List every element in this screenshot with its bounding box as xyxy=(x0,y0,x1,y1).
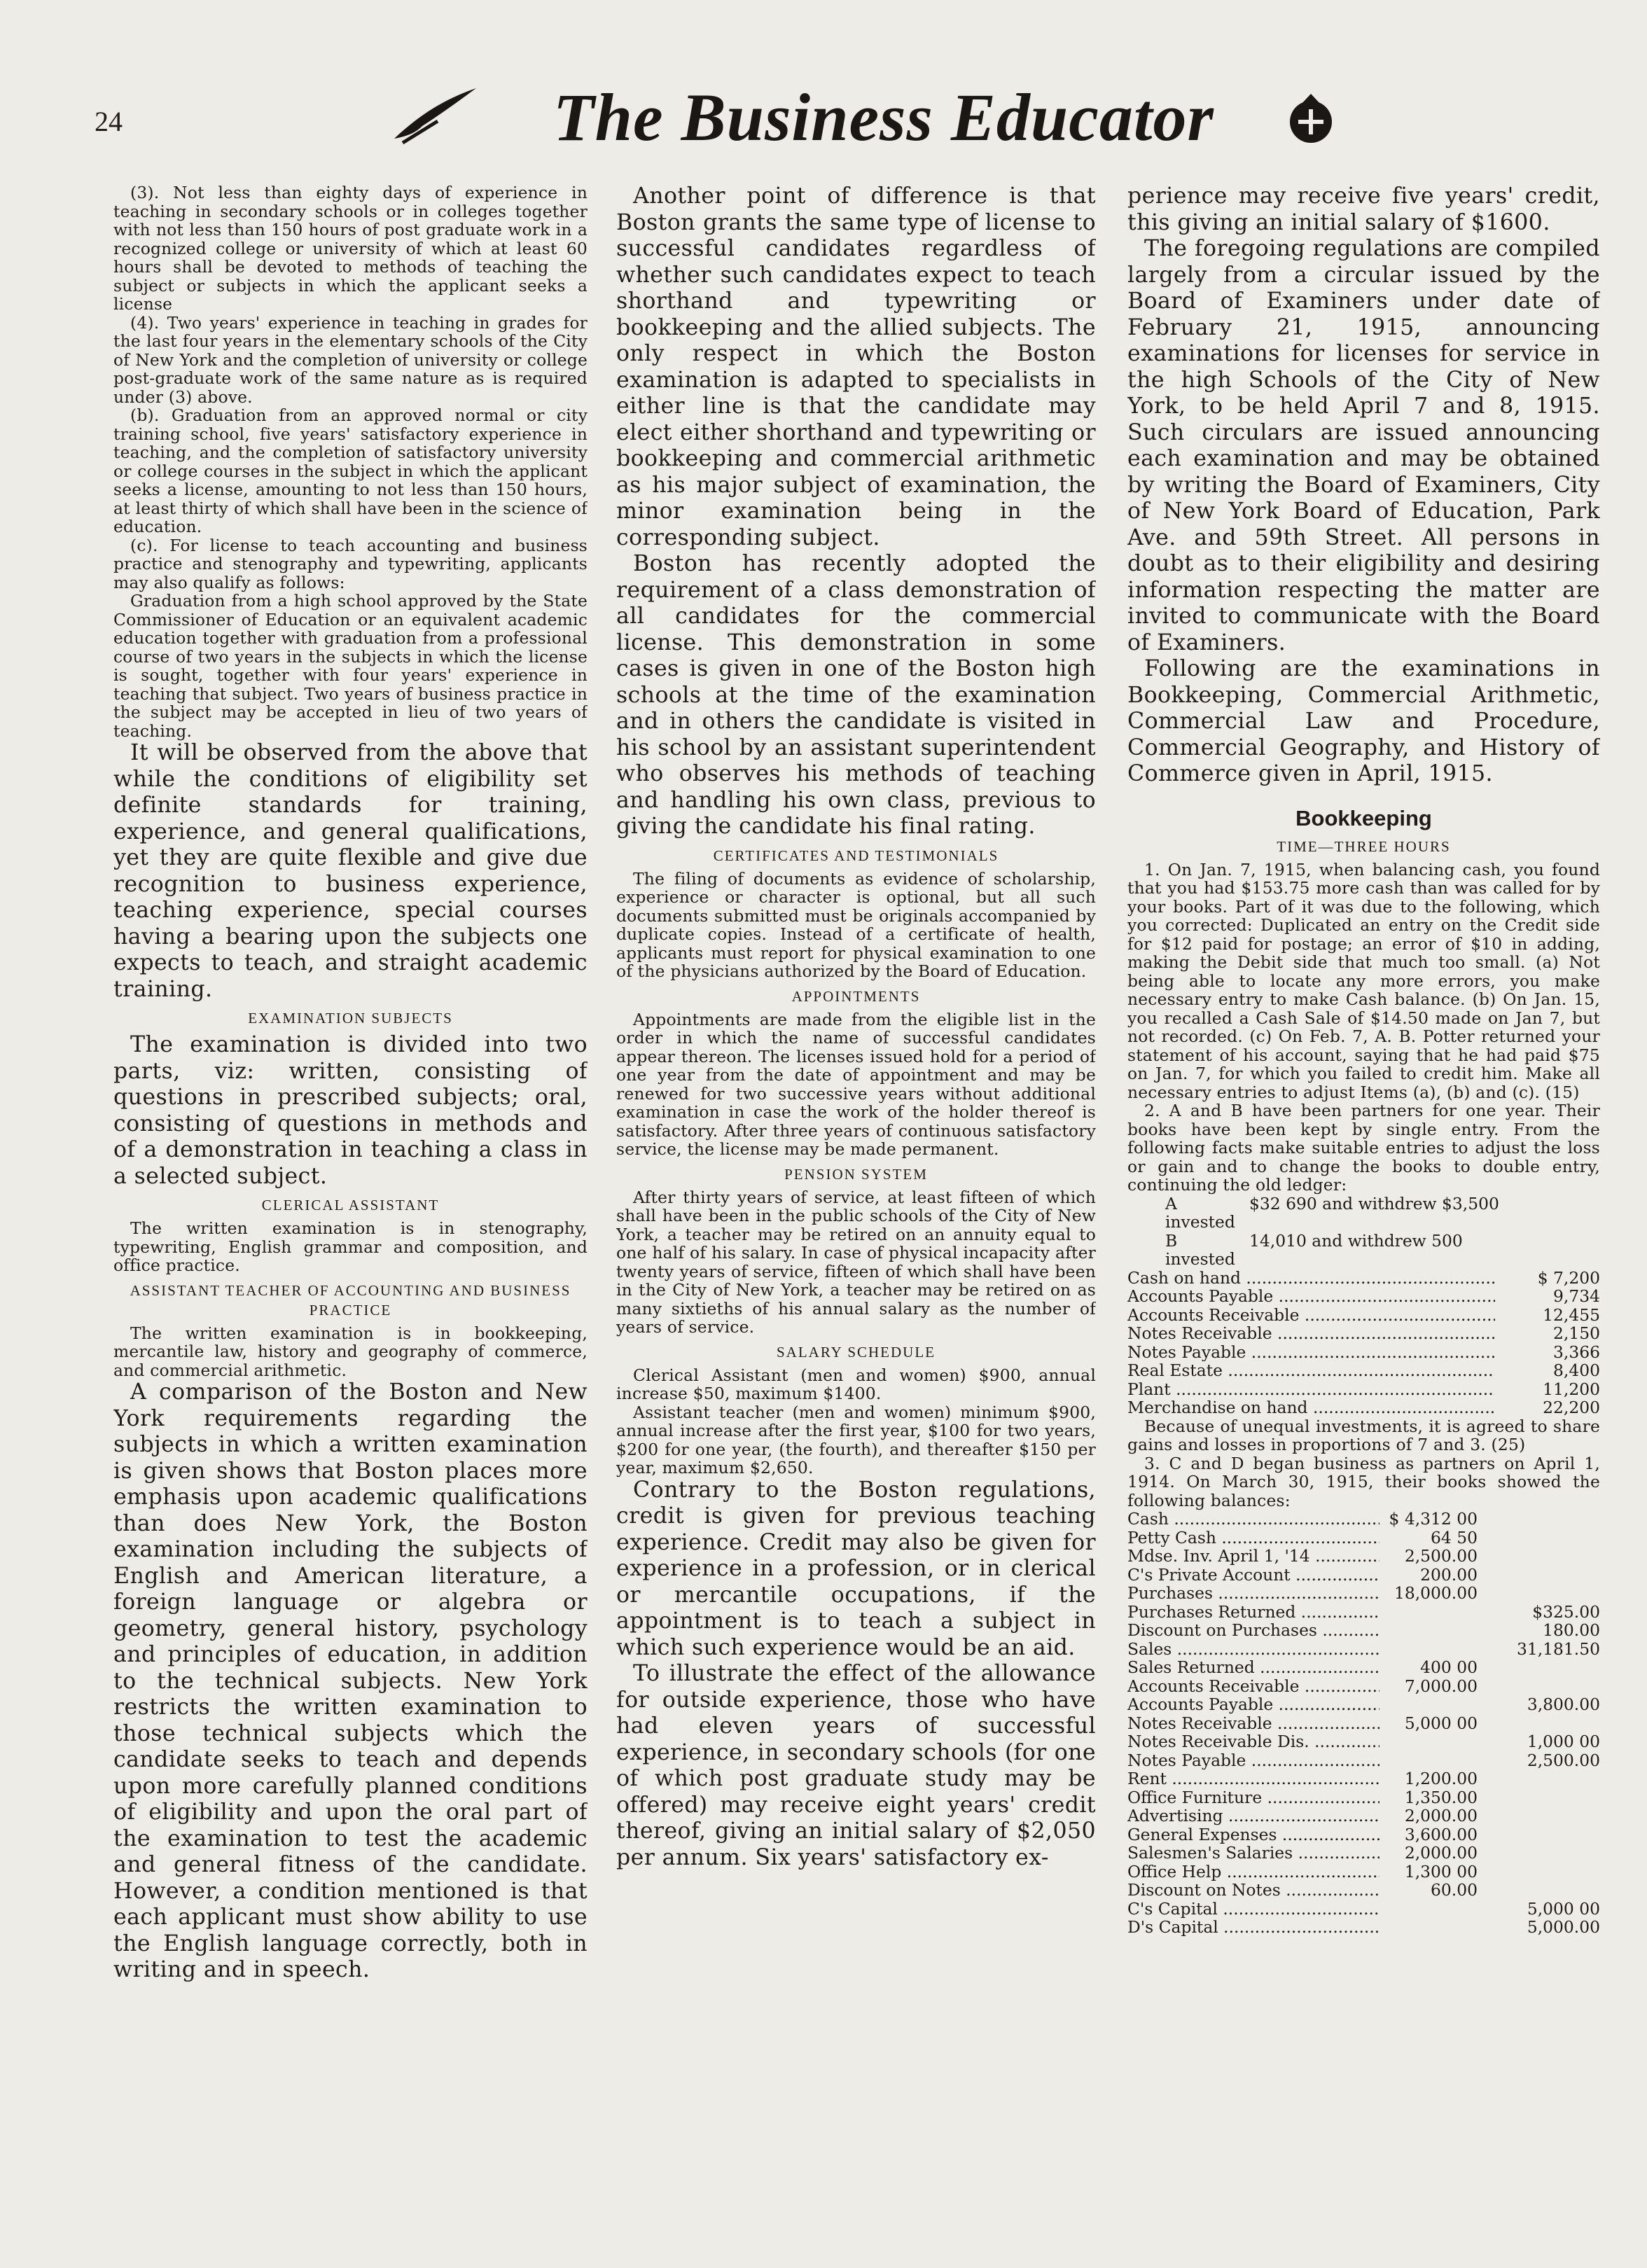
paragraph: The filing of documents as evidence of scholarship, experience or character is optional, but all such documents submitted must be originals accompanied by duplicate copies. Instead of a certificate of health, applicants must report for physical examination to one of the physicians authorized by the Board of Education. xyxy=(616,868,1096,981)
ledger-row xyxy=(1127,1306,1600,1325)
ledger-amount: 11,200 xyxy=(1543,1379,1600,1399)
balance-credit: 3,800.00 xyxy=(1527,1695,1600,1714)
balance-row xyxy=(1127,1825,1600,1844)
balance-row xyxy=(1127,1881,1600,1900)
section-heading: PENSION SYSTEM xyxy=(784,1165,928,1183)
balance-label: Sales Returned ..... xyxy=(1127,1658,1380,1677)
balance-credit: 5,000.00 xyxy=(1527,1917,1600,1937)
balance-debit: 1,200.00 xyxy=(1404,1769,1478,1788)
paragraph: (c). For license to teach accounting and business practice and stenography and typewriting, applicants may also qualify as follows: xyxy=(113,535,588,592)
balance-debit: 18,000.00 xyxy=(1394,1583,1478,1603)
balance-row xyxy=(1127,1658,1600,1677)
balance-label: Accounts Payable ..... xyxy=(1127,1695,1380,1714)
ledger-row xyxy=(1127,1324,1600,1343)
balance-row xyxy=(1127,1900,1600,1919)
paragraph: After thirty years of service, at least fifteen of which shall have been in the public schools of the City of New York, a teacher may be retired on an annuity equal to one half of his salary. In case of physical incapacity after twenty years of service, fifteen of which shall have been in the City of New York, a teacher may be retired on as many sixtieths of his annual salary as the number of years of service. xyxy=(616,1187,1096,1337)
balance-row xyxy=(1127,1566,1600,1585)
section-heading: CLERICAL ASSISTANT xyxy=(261,1197,440,1213)
paragraph: Following are the examinations in Bookkeeping, Commercial Arithmetic, Commercial Law and Procedure, Commercial Geography, and History of Commerce given in April, 1915. xyxy=(1127,656,1600,786)
balance-credit: 1,000 00 xyxy=(1527,1732,1600,1751)
exam-question: 1. On Jan. 7, 1915, when balancing cash, you found that you had $153.75 more cash than was called for by your books. Part of it was due to the following, which you corrected: Duplicated an entry on the Credit side for $12 paid for postage; an error of $10 in adding, making the Debit side that much too small. (a) Not being able to locate any more errors, you make necessary entry to make Cash balance. (b) On Jan. 15, you recalled a Cash Sale of $14.50 made on Jan 7, but not recorded. (c) On Feb. 7, A. B. Potter returned your statement of his account, saying that he had paid $75 on Jan. 7, for which you failed to credit him. Make all necessary entries to adjust Items (a), (b) and (c). (15) xyxy=(1127,859,1600,1102)
exam-question: 3. C and D began business as partners on April 1, 1914. On March 30, 1915, their books showed the following balances: xyxy=(1127,1453,1600,1510)
balance-debit: 3,600.00 xyxy=(1404,1824,1478,1844)
ledger-amount: 22,200 xyxy=(1543,1398,1600,1417)
paragraph: Boston has recently adopted the requirement of a class demonstration of all candidates for the commercial license. This demonstration in some cases is given in one of the Boston high schools at the time of the examination and in others the candidate is visited in his school by an assistant superintendent who observes his methods of teaching and handling his own class, previous to giving the candidate his final rating. xyxy=(616,551,1096,839)
ledger-table xyxy=(1127,1269,1600,1417)
paragraph: To illustrate the effect of the allowance for outside experience, those who have had eleven years of successful experience, in secondary schools (for one of which post graduate study may be offered) may receive eight years' credit thereof, giving an initial salary of $2,050 per annum. Six years' satisfactory ex- xyxy=(616,1661,1096,1870)
balance-row xyxy=(1127,1918,1600,1937)
investment-label: A invested xyxy=(1165,1193,1235,1232)
ledger-label: Notes Payable ..... xyxy=(1127,1343,1495,1362)
balance-row xyxy=(1127,1603,1600,1622)
ledger-amount: 8,400 xyxy=(1553,1361,1600,1380)
ledger-amount: 2,150 xyxy=(1553,1323,1600,1343)
quill-icon xyxy=(389,83,480,146)
balance-label: D's Capital ..... xyxy=(1127,1918,1380,1937)
balance-row xyxy=(1127,1510,1600,1529)
balance-row xyxy=(1127,1547,1600,1566)
balance-debit: 200.00 xyxy=(1420,1564,1478,1585)
ledger-label: Plant ..... xyxy=(1127,1380,1495,1399)
ledger-amount: 3,366 xyxy=(1553,1342,1600,1362)
balance-row xyxy=(1127,1677,1600,1696)
balance-row xyxy=(1127,1695,1600,1714)
paragraph: Contrary to the Boston regulations, credit is given for previous teaching experience. Credit may also be given for experience in a profession, or in clerical or mercantile occupations, if the appointment is to teach a subject in which such experience would be an aid. xyxy=(616,1477,1096,1660)
column-3 xyxy=(1127,183,1600,2200)
balance-debit: $ 4,312 00 xyxy=(1389,1509,1478,1529)
balance-label: General Expenses ..... xyxy=(1127,1825,1380,1844)
ledger-label: Merchandise on hand ..... xyxy=(1127,1398,1495,1417)
balance-label: Office Furniture ..... xyxy=(1127,1788,1380,1807)
balance-label: Sales ..... xyxy=(1127,1640,1380,1659)
column-1 xyxy=(113,183,588,2193)
balance-label: Rent ..... xyxy=(1127,1769,1380,1788)
investment-row xyxy=(1127,1232,1600,1269)
balance-row xyxy=(1127,1769,1600,1788)
balance-debit: 1,300 00 xyxy=(1404,1861,1478,1881)
paragraph: The written examination is in bookkeeping, mercantile law, history and geography of commerce, and commercial arithmetic. xyxy=(113,1323,588,1380)
paragraph: Clerical Assistant (men and women) $900, annual increase $50, maximum $1400. xyxy=(616,1365,1096,1403)
section-heading: ASSISTANT TEACHER OF ACCOUNTING AND BUSINESS PRACTICE xyxy=(130,1281,571,1319)
balance-row xyxy=(1127,1788,1600,1807)
section-heading: CERTIFICATES AND TESTIMONIALS xyxy=(713,847,999,864)
section-heading: Bookkeeping xyxy=(1295,805,1432,830)
paragraph: perience may receive five years' credit, this giving an initial salary of $1600. xyxy=(1127,183,1600,235)
investment-row xyxy=(1127,1195,1600,1232)
paragraph: Appointments are made from the eligible list in the order in which the name of successful candidates appear thereon. The licenses issued hold for a period of one year from the date of appointment and may be renewed for two successive years without additional examination in case the work of the holder thereof is satisfactory. After three years of continuous satisfactory service, the license may be made permanent. xyxy=(616,1009,1096,1159)
emblem-icon xyxy=(1283,91,1339,147)
balance-row xyxy=(1127,1751,1600,1770)
balance-label: C's Private Account ..... xyxy=(1127,1566,1380,1585)
balance-row xyxy=(1127,1714,1600,1733)
paragraph: Another point of difference is that Boston grants the same type of license to successful candidates regardless of whether such candidates expect to teach shorthand and typewriting or bookkeeping and the allied subjects. The only respect in which the Boston examination is adapted to specialists in either line is that the candidate may elect either shorthand and typewriting or bookkeeping and commercial arithmetic as his major subject of examination, the minor examination being in the corresponding subject. xyxy=(616,183,1096,550)
balance-row xyxy=(1127,1732,1600,1751)
paragraph: The written examination is in stenography, typewriting, English grammar and composition, and office practice. xyxy=(113,1218,588,1275)
paragraph: The foregoing regulations are compiled largely from a circular issued by the Board of Examiners under date of February 21, 1915, announcing examinations for licenses for service in the high Schools of the City of New York, to be held April 7 and 8, 1915. Such circulars are issued announcing each examination and may be obtained by writing the Board of Examiners, City of New York Board of Education, Park Ave. and 59th Street. All persons in doubt as to their eligibility and desiring information respecting the matter are invited to communicate with the Board of Examiners. xyxy=(1127,236,1600,655)
balance-row xyxy=(1127,1621,1600,1640)
balance-row xyxy=(1127,1863,1600,1881)
paragraph: (b). Graduation from an approved normal or city training school, five years' satisfactory experience in teaching, and the completion of satisfactory university or college courses in the subject in which the applicant seeks a license, amounting to not less than 150 hours, at least thirty of which shall have been in the science of education. xyxy=(113,405,588,536)
balance-row xyxy=(1127,1529,1600,1547)
investment-text: $32 690 and withdrew $3,500 xyxy=(1249,1193,1499,1213)
balance-label: Discount on Purchases ..... xyxy=(1127,1621,1380,1640)
balance-label: Notes Receivable ..... xyxy=(1127,1714,1380,1733)
ledger-amount: $ 7,200 xyxy=(1537,1267,1600,1288)
ledger-label: Cash on hand ..... xyxy=(1127,1269,1495,1288)
balance-debit: 2,000.00 xyxy=(1404,1806,1478,1825)
balance-credit: 31,181.50 xyxy=(1516,1639,1600,1659)
balance-label: Mdse. Inv. April 1, '14 ..... xyxy=(1127,1547,1380,1566)
balance-row xyxy=(1127,1844,1600,1863)
balance-label: Advertising ..... xyxy=(1127,1807,1380,1825)
balance-label: Office Help ..... xyxy=(1127,1863,1380,1881)
investment-text: 14,010 and withdrew 500 xyxy=(1249,1230,1463,1251)
paragraph: (3). Not less than eighty days of experience in teaching in secondary schools or in colleges together with not less than 150 hours of post graduate work in a recognized college or university of which at least 60 hours shall be devoted to methods of teaching the subject or subjects in which the applicant seeks a license xyxy=(113,183,588,314)
investments xyxy=(1127,1195,1600,1269)
balance-label: Notes Receivable Dis. ..... xyxy=(1127,1732,1380,1751)
balance-label: Discount on Notes ..... xyxy=(1127,1881,1380,1900)
balance-row xyxy=(1127,1584,1600,1603)
paragraph: Graduation from a high school approved by the State Commissioner of Education or an equivalent academic education together with graduation from a professional course of two years in the subjects in which the license is sought, together with four years' experience in teaching that subject. Two years of business practice in the subject may be accepted in lieu of two years of teaching. xyxy=(113,591,588,741)
paragraph: Because of unequal investments, it is agreed to share gains and losses in proportions of 7 and 3. (25) xyxy=(1127,1416,1600,1454)
section-subheading: TIME—THREE HOURS xyxy=(1277,837,1451,855)
ledger-amount: 12,455 xyxy=(1543,1305,1600,1325)
section-heading: APPOINTMENTS xyxy=(791,987,921,1005)
balance-debit: 64 50 xyxy=(1431,1527,1478,1547)
ledger-label: Accounts Receivable ..... xyxy=(1127,1306,1495,1325)
paragraph: (4). Two years' experience in teaching in grades for the last four years in the elementary schools of the City of New York and the completion of university or college post-graduate work of the same nature as is required under (3) above. xyxy=(113,312,588,407)
ledger-amount: 9,734 xyxy=(1553,1286,1600,1306)
balance-label: Petty Cash ..... xyxy=(1127,1529,1380,1547)
ledger-row xyxy=(1127,1287,1600,1306)
ledger-row xyxy=(1127,1398,1600,1417)
balance-debit: 400 00 xyxy=(1420,1657,1478,1677)
ledger-row xyxy=(1127,1361,1600,1380)
balance-label: Salesmen's Salaries ..... xyxy=(1127,1844,1380,1863)
column-2 xyxy=(616,183,1096,2158)
balance-debit: 1,350.00 xyxy=(1404,1787,1478,1807)
investment-label: B invested xyxy=(1165,1230,1235,1269)
exam-question: 2. A and B have been partners for one year. Their books have been kept by single entry. From the following facts make suitable entries to adjust the loss or gain and to change the books to double entry, continuing the old ledger: xyxy=(1127,1101,1600,1195)
section-heading: SALARY SCHEDULE xyxy=(777,1343,936,1361)
page-header xyxy=(0,0,1647,175)
balance-row xyxy=(1127,1640,1600,1659)
balance-debit: 2,000.00 xyxy=(1404,1843,1478,1863)
balance-debit: 2,500.00 xyxy=(1404,1546,1478,1566)
ledger-row xyxy=(1127,1380,1600,1399)
balance-debit: 5,000 00 xyxy=(1404,1713,1478,1733)
balance-credit: 2,500.00 xyxy=(1527,1750,1600,1770)
paragraph: A comparison of the Boston and New York requirements regarding the subjects in which a written examination is given shows that Boston places more emphasis upon academic qualifications than does New York, the Boston examination including the subjects of English and American literature, a foreign language or algebra or geometry, general history, psychology and principles of education, in addition to the technical subjects. New York restricts the written examination to those technical subjects which the candidate seeks to teach and depends upon more carefully planned conditions of eligibility and upon the oral part of the examination to test the academic and general fitness of the candidate. However, a condition mentioned is that each applicant must show ability to use the English language correctly, both in writing and in speech. xyxy=(113,1379,588,1982)
balance-label: Purchases ..... xyxy=(1127,1584,1380,1603)
section-heading: EXAMINATION SUBJECTS xyxy=(248,1010,453,1027)
balance-debit: 7,000.00 xyxy=(1404,1676,1478,1696)
balance-row xyxy=(1127,1807,1600,1825)
paragraph: Assistant teacher (men and women) minimum $900, annual increase after the first year, $100 for two years, $200 for one year, (the fourth), and thereafter $150 per year, maximum $2,650. xyxy=(616,1402,1096,1477)
balance-credit: 5,000 00 xyxy=(1527,1898,1600,1919)
balance-label: C's Capital ..... xyxy=(1127,1900,1380,1919)
page-number: 24 xyxy=(95,106,123,137)
ledger-row xyxy=(1127,1269,1600,1288)
balance-debit: 60.00 xyxy=(1431,1880,1478,1900)
balance-label: Notes Payable ..... xyxy=(1127,1751,1380,1770)
ledger-label: Real Estate ..... xyxy=(1127,1361,1495,1380)
ledger-row xyxy=(1127,1343,1600,1362)
balance-label: Purchases Returned ..... xyxy=(1127,1603,1380,1622)
ledger-label: Accounts Payable ..... xyxy=(1127,1287,1495,1306)
balance-label: Accounts Receivable ..... xyxy=(1127,1677,1380,1696)
ledger-label: Notes Receivable ..... xyxy=(1127,1324,1495,1343)
balance-credit: $325.00 xyxy=(1532,1601,1600,1622)
balances-table xyxy=(1127,1510,1600,1937)
masthead-title: The Business Educator xyxy=(553,80,1214,155)
paragraph: It will be observed from the above that while the conditions of eligibility set definite standards for training, experience, and general qualifications, yet they are quite flexible and give due recognition to business experience, teaching experience, special courses having a bearing upon the subjects one expects to teach, and straight academic training. xyxy=(113,740,588,1002)
paragraph: The examination is divided into two parts, viz: written, consisting of questions in prescribed subjects; oral, consisting of questions in methods and of a demonstration in teaching a class in a selected subject. xyxy=(113,1032,588,1189)
balance-credit: 180.00 xyxy=(1543,1620,1600,1640)
balance-label: Cash ..... xyxy=(1127,1510,1380,1529)
